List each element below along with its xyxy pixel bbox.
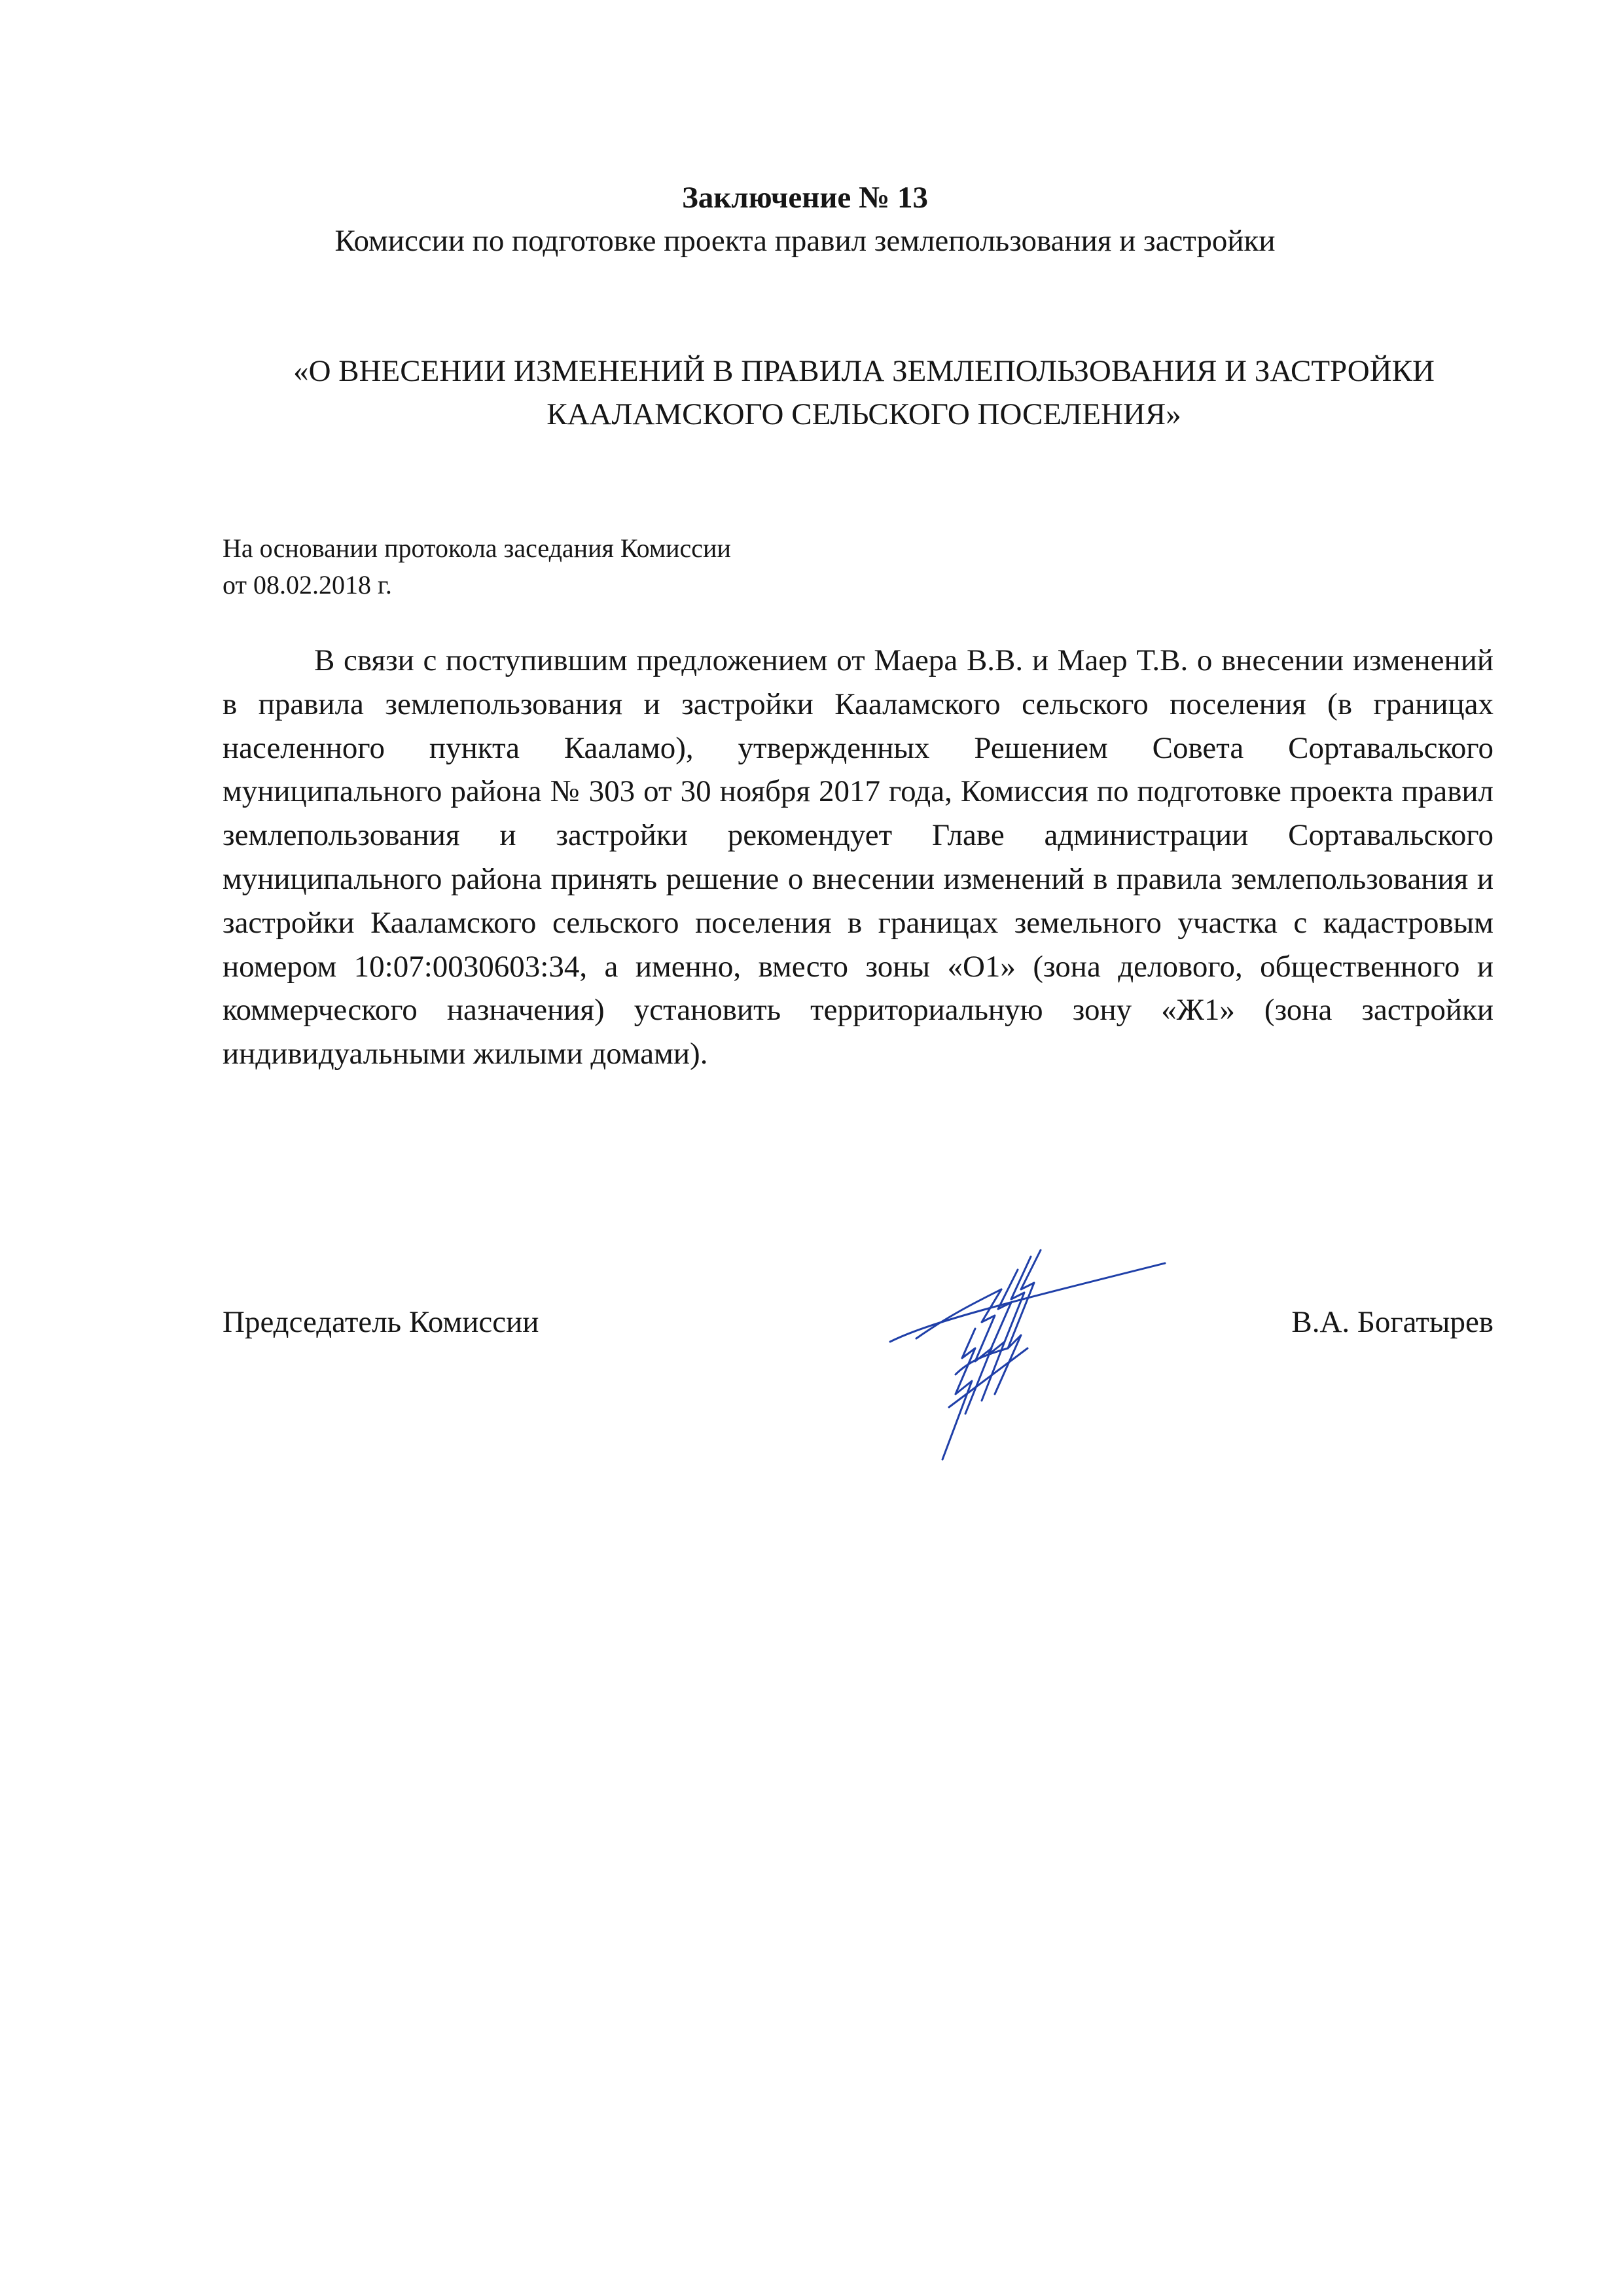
document-heading: «О ВНЕСЕНИИ ИЗМЕНЕНИЙ В ПРАВИЛА ЗЕМЛЕПОЛЬЗОВАНИЯ И ЗАСТРОЙКИ КААЛАМСКОГО СЕЛЬСКОГО ПОСЕЛЕНИЯ» [293, 354, 1435, 431]
basis-block [223, 530, 1139, 603]
signer-role: Председатель Комиссии [223, 1305, 539, 1339]
document-title: Заключение № 13 [682, 181, 928, 215]
handwritten-signature [877, 1244, 1178, 1479]
basis-line-date: от 08.02.2018 г. [223, 570, 392, 600]
signature-strokes [890, 1250, 1165, 1460]
signer-name: В.А. Богатырев [1291, 1305, 1494, 1339]
basis-line-protocol: На основании протокола заседания Комиссии [223, 533, 731, 563]
body-paragraph: В связи с поступившим предложением от Маера В.В. и Маер Т.В. о внесении изменений в правила землепользования и застройки Кааламского сельского поселения (в границах населенного пункта Кааламо), утвержденных Решением Совета Сортавальского муниципального района № 303 от 30 ноября 2017 года, Комиссия по подготовке проекта правил землепользования и застройки рекомендует Главе администрации Сортавальского муниципального района принять решение о внесении изменений в правила землепользования и застройки Кааламского сельского поселения в границах земельного участка с кадастровым номером 10:07:0030603:34, а именно, вместо зоны «О1» (зона делового, общественного и коммерческого назначения) установить территориальную зону «Ж1» (зона застройки индивидуальными жилыми домами). [223, 643, 1494, 1071]
document-subtitle: Комиссии по подготовке проекта правил землепользования и застройки [334, 224, 1276, 258]
